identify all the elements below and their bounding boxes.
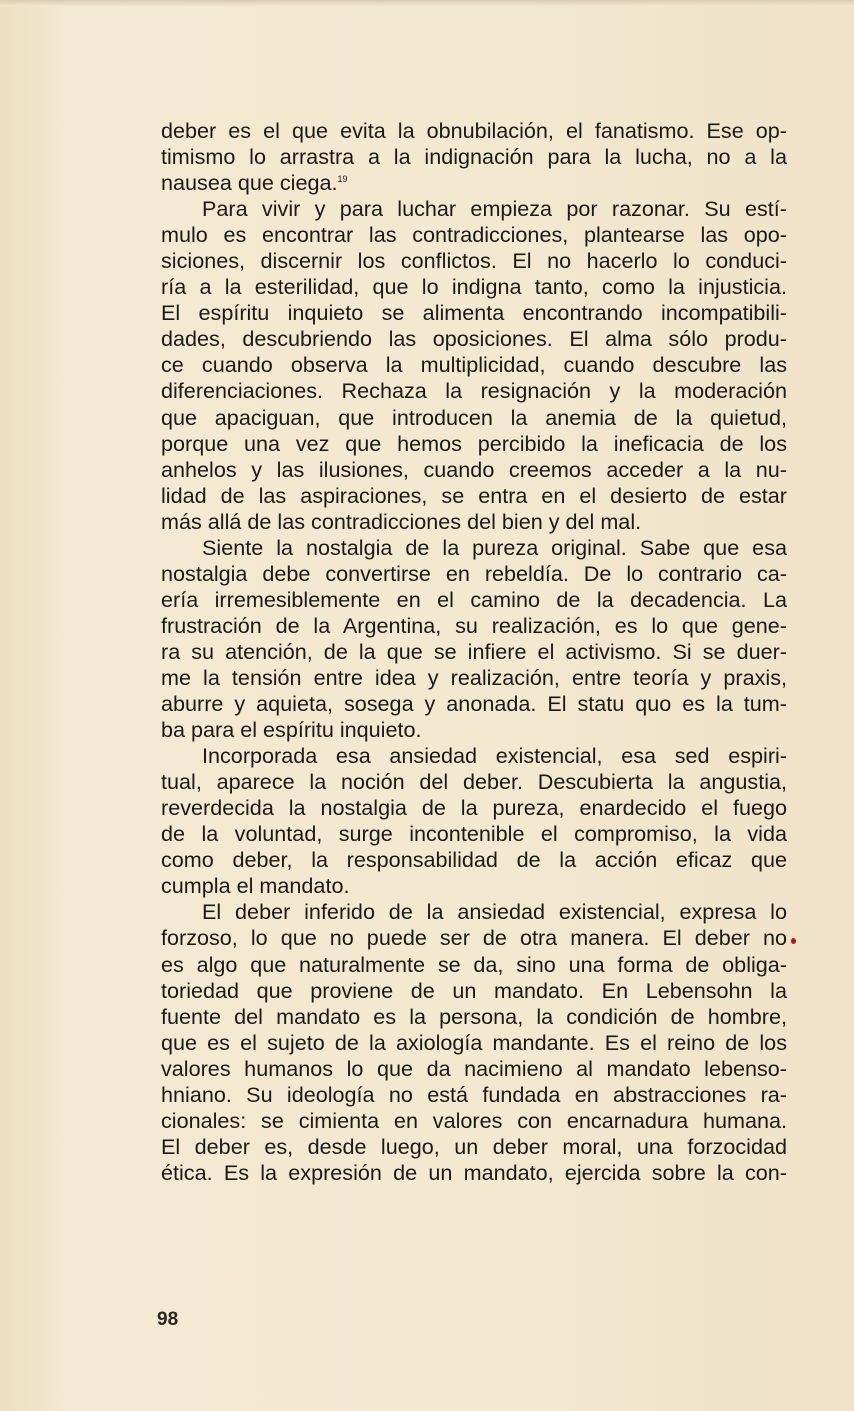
text-line: nostalgia debe convertirse en rebeldía. De lo contrario ca-: [161, 560, 787, 586]
text-line: El deber es, desde luego, un deber moral, una forzocidad: [161, 1133, 787, 1159]
text-line: El deber inferido de la ansiedad existencial, expresa lo: [202, 899, 787, 925]
text-line: ba para el espíritu inquieto.: [161, 717, 422, 743]
text-line: siciones, discernir los conflictos. El no hacerlo lo conduci-: [161, 248, 787, 274]
body-text: [161, 118, 787, 1186]
paragraph-5: [161, 899, 787, 1186]
text-line: ce cuando observa la multiplicidad, cuando descubre las: [161, 352, 787, 378]
text-line: como deber, la responsabilidad de la acción eficaz que: [161, 847, 787, 873]
text-line: hniano. Su ideología no está fundada en abstracciones ra-: [161, 1081, 787, 1107]
text-line: que es el sujeto de la axiología mandante. Es el reino de los: [161, 1029, 787, 1055]
text-line: me la tensión entre idea y realización, entre teoría y praxis,: [161, 664, 787, 690]
text-line: lidad de las aspiraciones, se entra en el desierto de estar: [161, 482, 787, 508]
text-line: que apaciguan, que introducen la anemia de la quietud,: [161, 404, 787, 430]
text-line: de la voluntad, surge incontenible el compromiso, la vida: [161, 821, 787, 847]
text-line: aburre y aquieta, sosega y anonada. El statu quo es la tum-: [161, 691, 787, 717]
text-line: Incorporada esa ansiedad existencial, esa sed espiri-: [202, 743, 787, 769]
text-line: deber es el que evita la obnubilación, el fanatismo. Ese op-: [161, 118, 787, 143]
text-line: porque una vez que hemos percibido la ineficacia de los: [161, 430, 787, 456]
text-line: mulo es encontrar las contradicciones, plantearse las opo-: [161, 222, 787, 248]
text-line: frustración de la Argentina, su realización, es lo que gene-: [161, 612, 787, 638]
text-line: cumpla el mandato.: [161, 873, 350, 899]
page-top-edge: [0, 0, 854, 6]
text-line: reverdecida la nostalgia de la pureza, enardecido el fuego: [161, 795, 787, 821]
text-line: dades, descubriendo las oposiciones. El alma sólo produ-: [161, 326, 787, 352]
paragraph-3: [161, 535, 787, 743]
text-line: Siente la nostalgia de la pureza original. Sabe que esa: [202, 534, 787, 560]
text-line: tual, aparece la noción del deber. Descubierta la angustia,: [161, 769, 787, 795]
text-line: El espíritu inquieto se alimenta encontrando incompatibili-: [161, 300, 787, 326]
text-line: más allá de las contradicciones del bien y del mal.: [161, 508, 642, 534]
text-line: timismo lo arrastra a la indignación para la lucha, no a la: [161, 144, 787, 170]
text-line: ería irremesiblemente en el camino de la decadencia. La: [161, 586, 787, 612]
ink-speck: [791, 938, 796, 944]
paragraph-2: [161, 196, 787, 535]
text-line: fuente del mandato es la persona, la condición de hombre,: [161, 1003, 787, 1029]
text-line: cionales: se cimienta en valores con encarnadura humana.: [161, 1107, 787, 1133]
text-line: ría a la esterilidad, que lo indigna tanto, como la injusticia.: [161, 274, 787, 300]
paragraph-4: [161, 743, 787, 899]
text-line: Para vivir y para luchar empieza por razonar. Su estí-: [202, 196, 787, 222]
text-line: toriedad que proviene de un mandato. En Lebensohn la: [161, 977, 787, 1003]
text-line: forzoso, lo que no puede ser de otra manera. El deber no: [161, 925, 787, 951]
text-line: ra su atención, de la que se infiere el activismo. Si se duer-: [161, 638, 787, 664]
page-number: 98: [157, 1309, 179, 1330]
text-line-content: nausea que ciega.: [161, 170, 338, 196]
text-line: valores humanos lo que da nacimieno al mandato lebenso-: [161, 1055, 787, 1081]
text-line: ética. Es la expresión de un mandato, ejercida sobre la con-: [161, 1159, 787, 1185]
text-line: es algo que naturalmente se da, sino una forma de obliga-: [161, 951, 787, 977]
footnote-marker: 19: [337, 173, 348, 184]
paragraph-1: [161, 118, 787, 196]
text-line: [161, 170, 787, 196]
text-line: anhelos y las ilusiones, cuando creemos acceder a la nu-: [161, 456, 787, 482]
text-line: diferenciaciones. Rechaza la resignación y la moderación: [161, 378, 787, 404]
